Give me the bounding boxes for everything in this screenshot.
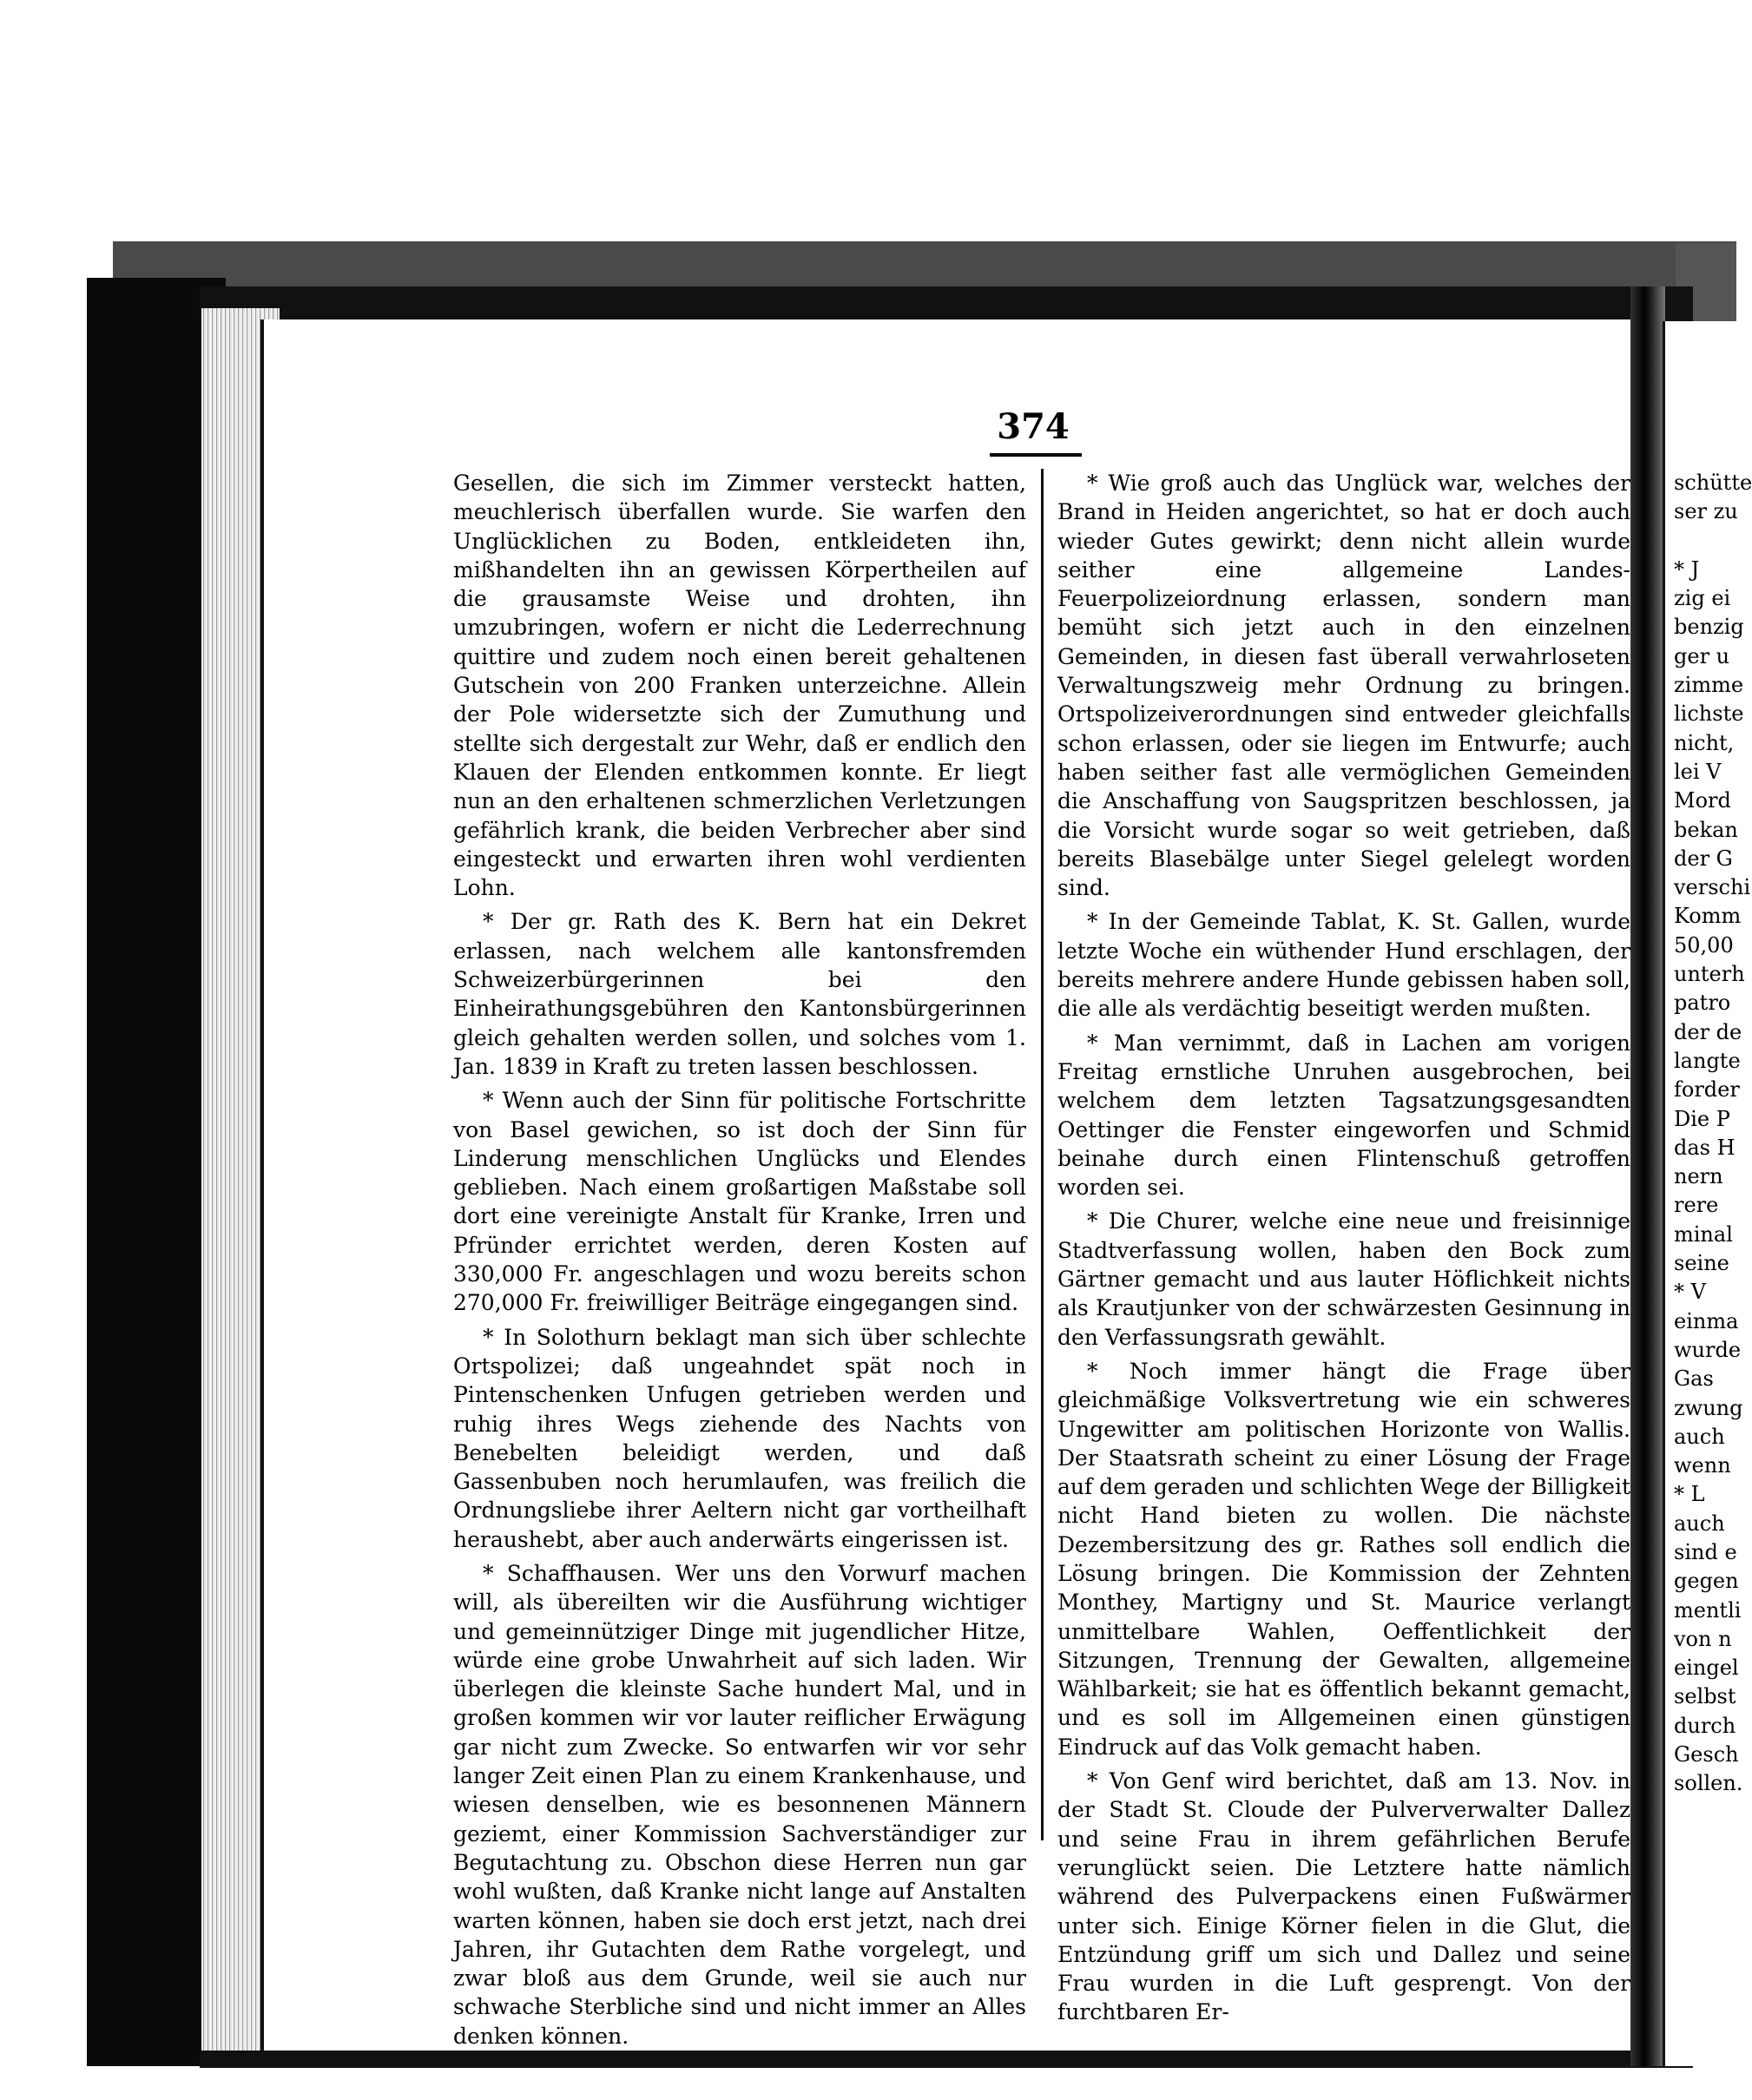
facing-page-line: ser zu bbox=[1674, 499, 1738, 524]
paragraph: * Die Churer, welche eine neue und freisinnige Stadtverfassung wollen, haben den Bock zum Gärtner gemacht und aus lauter Höflichkeit nichts als Krautjunker von der schwärzesten Gesinnung in den Verfassungsrath gewählt. bbox=[1057, 1208, 1630, 1350]
facing-page-line: der G bbox=[1674, 846, 1733, 871]
facing-page-line: Die P bbox=[1674, 1106, 1730, 1131]
facing-page-line: schütte bbox=[1674, 471, 1752, 495]
facing-page-line: zig ei bbox=[1674, 586, 1731, 611]
paragraph: * Schaffhausen. Wer uns den Vorwurf machen will, als übereilten wir die Ausführung wichtiger und gemeinnütziger Dinge mit jugendlicher Hitze, würde eine grobe Unwahrheit auf sich laden. Wir überlegen die kleinste Sache hundert Mal, und in großen kommen wir vor lauter reiflicher Erwägung gar nicht zum Zwecke. So entwarfen wir vor sehr langer Zeit einen Plan zu einem Krankenhause, und wiesen denselben, wie es besonnenen Männern geziemt, einer Kommission Sachverständiger zur Begutachtung zu. Obschon diese Herren nun gar wohl wußten, daß Kranke nicht lange auf Anstalten warten können, haben sie doch erst jetzt, nach drei Jahren, ihr Gutachten dem Rathe vorgelegt, und zwar bloß aus dem Grunde, weil sie auch nur schwache Sterbliche sind und nicht immer an Alles denken können. bbox=[453, 1560, 1026, 2049]
facing-page-line: der de bbox=[1674, 1019, 1742, 1044]
book-top-edge bbox=[200, 286, 1693, 321]
facing-page-line: patro bbox=[1674, 991, 1731, 1016]
left-column bbox=[453, 469, 1026, 2056]
paragraph: * Wenn auch der Sinn für politische Fortschritte von Basel gewichen, so ist doch der Sinn für Linderung menschlichen Unglücks und Elendes geblieben. Nach einem großartigen Maßstabe soll dort eine vereinigte Anstalt für Kranke, Irren und Pfründer errichtet werden, deren Kosten auf 330,000 Fr. angeschlagen und wozu bereits schon 270,000 Fr. freiwilliger Beiträge eingegangen sind. bbox=[453, 1088, 1026, 1316]
facing-page-line: sollen. bbox=[1674, 1771, 1743, 1796]
facing-page-line: nern bbox=[1674, 1164, 1723, 1189]
facing-page-line: lichste bbox=[1674, 701, 1744, 727]
facing-page-line: eingel bbox=[1674, 1656, 1739, 1681]
facing-page-line: verschi bbox=[1674, 875, 1751, 900]
facing-page-line: gegen bbox=[1674, 1569, 1739, 1594]
paragraph: * In Solothurn beklagt man sich über schlechte Ortspolizei; daß ungeahndet spät noch in Pintenschenken Unfugen getrieben werden und ruhig ihres Wegs ziehende des Nachts von Benebelten beleidigt werden, und daß Gassenbuben noch herumlaufen, was freilich die Ordnungsliebe ihrer Aeltern nicht gar vortheilhaft heraushebt, aber auch anderwärts eingerissen ist. bbox=[453, 1324, 1026, 1552]
facing-page-line: einma bbox=[1674, 1308, 1739, 1333]
facing-page-line: langte bbox=[1674, 1048, 1741, 1073]
middle-column bbox=[1057, 469, 1630, 2032]
facing-page-line bbox=[1674, 527, 1743, 556]
facing-page-line: das H bbox=[1674, 1135, 1736, 1160]
facing-page-line: mentli bbox=[1674, 1597, 1742, 1623]
facing-page-line: auch bbox=[1674, 1424, 1725, 1449]
facing-page-line: wenn bbox=[1674, 1453, 1731, 1478]
facing-page-line: rere bbox=[1674, 1193, 1719, 1218]
facing-page-line: auch bbox=[1674, 1511, 1725, 1536]
facing-page-line: von n bbox=[1674, 1626, 1732, 1651]
facing-page-line: durch bbox=[1674, 1713, 1736, 1738]
facing-page-line: Komm bbox=[1674, 904, 1742, 929]
facing-page-line: benzig bbox=[1674, 615, 1744, 640]
paragraph: Gesellen, die sich im Zimmer versteckt hatten, meuchlerisch überfallen wurde. Sie warfen den Unglücklichen zu Boden, entkleideten ihn, mißhandelten ihn an gewissen Körpertheilen auf die grausamste Weise und drohten, ihn umzubringen, wofern er nicht die Lederrechnung quittire und zudem noch einen bereit gehaltenen Gutschein von 200 Franken unterzeichne. Allein der Pole widersetzte sich der Zumuthung und stellte sich dergestalt zur Wehr, daß er endlich den Klauen der Elenden entkommen konnte. Er liegt nun an den erhaltenen schmerzlichen Verletzungen gefährlich krank, die beiden Verbrecher aber sind eingesteckt und erwarten ihren wohl verdienten Lohn. bbox=[453, 471, 1026, 901]
book-gutter bbox=[1630, 286, 1665, 2066]
facing-page-line: zwung bbox=[1674, 1395, 1743, 1420]
facing-page-line: nicht, bbox=[1674, 730, 1735, 755]
facing-page-line: bekan bbox=[1674, 817, 1738, 842]
paragraph: * In der Gemeinde Tablat, K. St. Gallen, wurde letzte Woche ein wüthender Hund erschlagen, der bereits mehrere andere Hunde gebissen haben soll, die alle als verdächtig beseitigt werden mußten. bbox=[1057, 909, 1630, 1022]
column-divider bbox=[1041, 469, 1044, 1840]
paragraph: * Wie groß auch das Unglück war, welches der Brand in Heiden angerichtet, so hat er doch auch wieder Gutes gewirkt; denn nicht allein wurde seither eine allgemeine Landes-Feuerpolizeiordnung erlassen, sondern man bemüht sich jetzt auch in den einzelnen Gemeinden, in diesen fast überall verwahrloseten Verwaltungszweig mehr Ordnung zu bringen. Ortspolizeiverordnungen sind entweder gleichfalls schon erlassen, oder sie liegen im Entwurfe; auch haben seither fast alle vermöglichen Gemeinden die Anschaffung von Saugspritzen beschlossen, ja die Vorsicht wurde sogar so weit getrieben, daß bereits Blasebälge unter Siegel gelelegt worden sind. bbox=[1057, 471, 1630, 901]
facing-page-line: lei V bbox=[1674, 759, 1722, 784]
facing-page-line: * V bbox=[1674, 1280, 1706, 1305]
facing-page-line: * J bbox=[1674, 556, 1700, 582]
page-number: 374 bbox=[997, 406, 1070, 447]
facing-page-line: forder bbox=[1674, 1077, 1740, 1103]
page-number-rule bbox=[990, 453, 1082, 457]
paragraph: * Man vernimmt, daß in Lachen am vorigen Freitag ernstliche Unruhen ausgebrochen, bei welchem dem letzten Tagsatzungsgesandten Oettinger die Fenster eingeworfen und Schmid beinahe durch einen Flintenschuß getroffen worden sei. bbox=[1057, 1030, 1630, 1201]
facing-page-line: * L bbox=[1674, 1482, 1705, 1507]
facing-page-line: Gas bbox=[1674, 1366, 1714, 1392]
facing-page-line: sind e bbox=[1674, 1539, 1737, 1564]
facing-page-line: ger u bbox=[1674, 643, 1730, 668]
paragraph: * Von Genf wird berichtet, daß am 13. Nov. in der Stadt St. Cloude der Pulververwalter Dallez und seine Frau in ihrem gefährlichen Berufe verunglückt seien. Die Letztere hatte nämlich während des Pulverpackens einen Fußwärmer unter sich. Einige Körner fielen in die Glut, die Entzündung griff um sich und Dallez und seine Frau wurden in die Luft gesprengt. Von der furchtbaren Er- bbox=[1057, 1768, 1630, 2025]
facing-page-line: Mord bbox=[1674, 788, 1731, 813]
paragraph: * Noch immer hängt die Frage über gleichmäßige Volksvertretung wie ein schweres Ungewitter am politischen Horizonte von Wallis. Der Staatsrath scheint zu einer Lösung der Frage auf dem geraden und schlichten Wege der Billigkeit nicht Hand bieten zu wollen. Die nächste Dezembersitzung des gr. Rathes soll endlich die Lösung bringen. Die Kommission der Zehnten Monthey, Martigny und St. Maurice verlangt unmittelbare Wahlen, Oeffentlichkeit der Sitzungen, Trennung der Gewalten, allgemeine Wählbarkeit; sie hat es öffentlich bekannt gemacht, und es soll im Allgemeinen einen günstigen Eindruck auf das Volk gemacht haben. bbox=[1057, 1358, 1630, 1760]
scan-background bbox=[113, 241, 1736, 286]
facing-page-line: seine bbox=[1674, 1251, 1729, 1276]
facing-page-line: selbst bbox=[1674, 1684, 1736, 1709]
facing-page-line: minal bbox=[1674, 1221, 1733, 1247]
paragraph: * Der gr. Rath des K. Bern hat ein Dekret erlassen, nach welchem alle kantonsfremden Schweizerbürgerinnen bei den Einheirathungsgebühren den Kantonsbürgerinnen gleich gehalten werden sollen, und solches vom 1. Jan. 1839 in Kraft zu treten lassen beschlossen. bbox=[453, 909, 1026, 1079]
facing-page-line: zimme bbox=[1674, 673, 1744, 698]
facing-page-line: wurde bbox=[1674, 1337, 1742, 1362]
facing-page-line: unterh bbox=[1674, 962, 1745, 987]
facing-page-column bbox=[1674, 469, 1752, 1799]
facing-page-line: 50,00 bbox=[1674, 932, 1734, 958]
facing-page-line: Gesch bbox=[1674, 1742, 1739, 1768]
